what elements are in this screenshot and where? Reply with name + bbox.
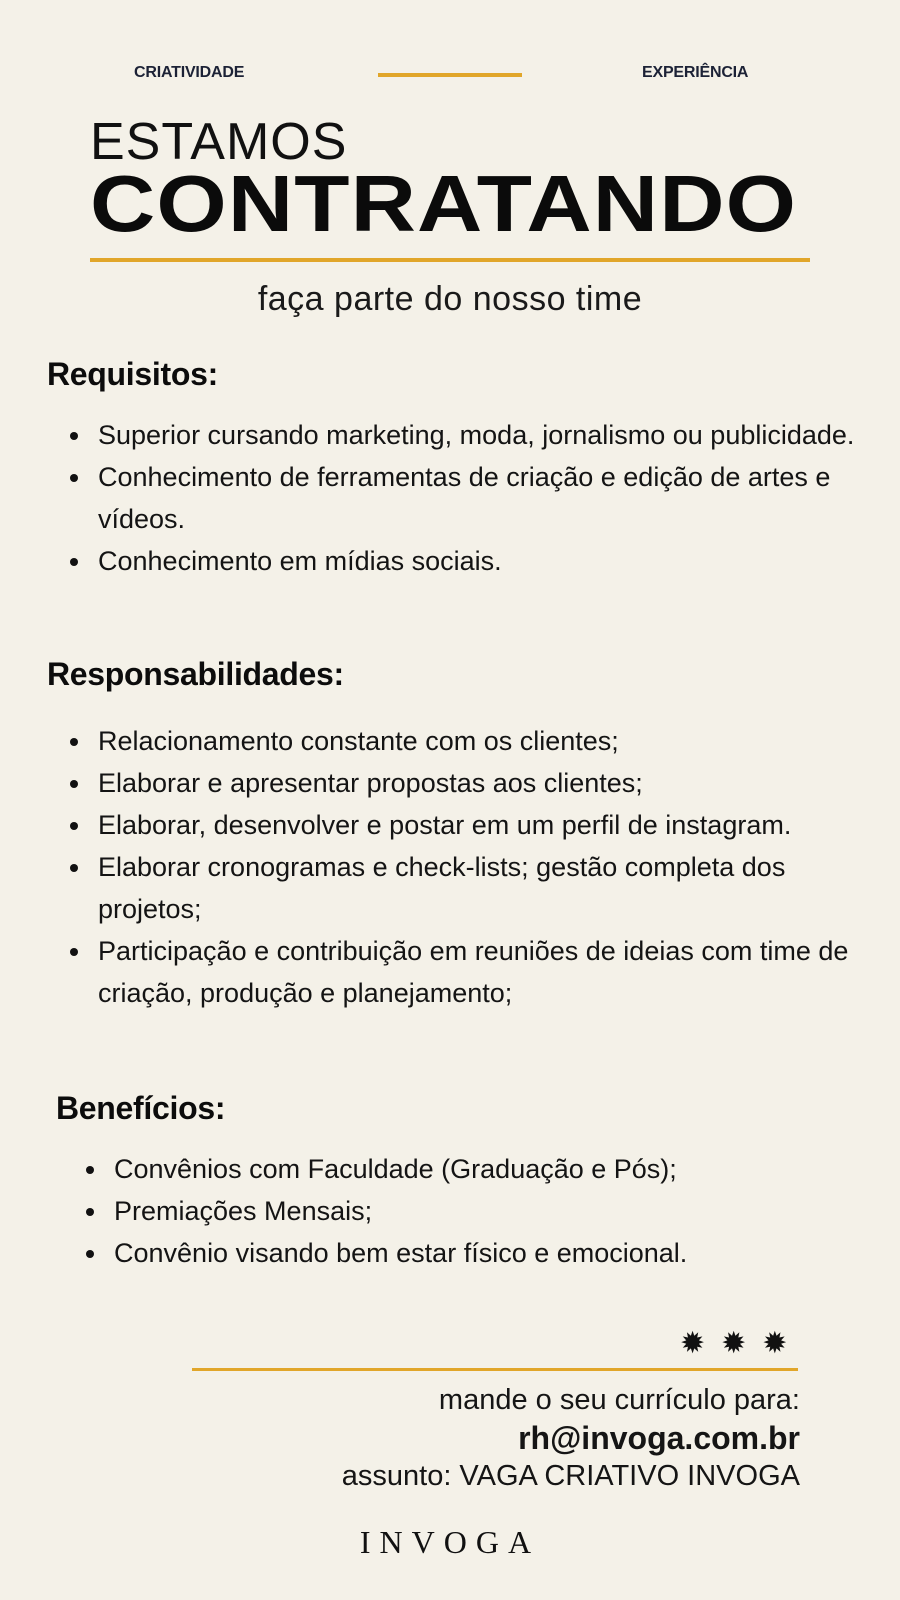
beneficios-list bbox=[82, 1148, 872, 1274]
section-title-beneficios: Benefícios: bbox=[56, 1090, 226, 1126]
headline-contratando: CONTRATANDO bbox=[90, 159, 798, 248]
list-item: Convênio visando bem estar físico e emocional. bbox=[82, 1232, 872, 1274]
contact-instruction: mande o seu currículo para: bbox=[438, 1384, 800, 1416]
list-item: Conhecimento em mídias sociais. bbox=[66, 540, 866, 582]
headline-estamos: ESTAMOS bbox=[90, 113, 348, 171]
contact-email: rh@invoga.com.br bbox=[518, 1420, 800, 1456]
subtitle: faça parte do nosso time bbox=[257, 280, 643, 318]
tag-experiencia: EXPERIÊNCIA bbox=[642, 64, 749, 81]
brand-logo: INVOGA bbox=[359, 1524, 541, 1560]
list-item: Superior cursando marketing, moda, jornalismo ou publicidade. bbox=[66, 414, 866, 456]
list-item: Relacionamento constante com os clientes; bbox=[66, 720, 866, 762]
contact-subject: assunto: VAGA CRIATIVO INVOGA bbox=[341, 1460, 800, 1492]
list-item: Elaborar, desenvolver e postar em um perfil de instagram. bbox=[66, 804, 866, 846]
requisitos-list bbox=[66, 414, 866, 582]
tag-criatividade: CRIATIVIDADE bbox=[134, 64, 245, 81]
accent-divider-bottom bbox=[192, 1368, 798, 1371]
list-item: Convênios com Faculdade (Graduação e Pós); bbox=[82, 1148, 872, 1190]
section-title-requisitos: Requisitos: bbox=[47, 356, 218, 392]
list-item: Participação e contribuição em reuniões de ideias com time de criação, produção e planejamento; bbox=[66, 930, 866, 1014]
list-item: Premiações Mensais; bbox=[82, 1190, 872, 1232]
list-item: Conhecimento de ferramentas de criação e edição de artes e vídeos. bbox=[66, 456, 866, 540]
list-item: Elaborar cronogramas e check-lists; gestão completa dos projetos; bbox=[66, 846, 866, 930]
accent-divider-top bbox=[378, 73, 522, 77]
list-item: Elaborar e apresentar propostas aos clientes; bbox=[66, 762, 866, 804]
responsabilidades-list bbox=[66, 720, 866, 1014]
section-title-responsabilidades: Responsabilidades: bbox=[47, 656, 344, 692]
decorative-stars-icon: ✹✹✹ bbox=[680, 1327, 804, 1360]
accent-divider-headline bbox=[90, 258, 810, 262]
